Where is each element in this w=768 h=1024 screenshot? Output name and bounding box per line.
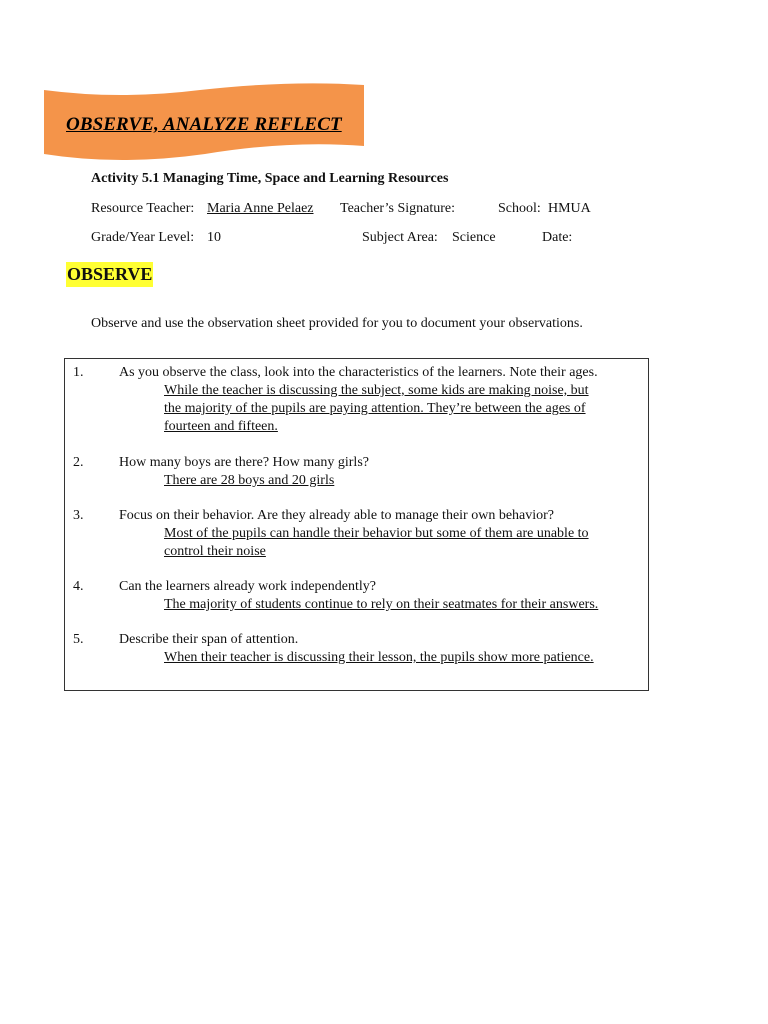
question-number: 3. <box>73 508 84 523</box>
answer-line: fourteen and fifteen. <box>164 419 278 434</box>
question-text: Can the learners already work independently? <box>119 579 376 594</box>
answer-line: There are 28 boys and 20 girls <box>164 473 335 488</box>
question-text: As you observe the class, look into the characteristics of the learners. Note their ages. <box>119 365 598 380</box>
answer-line: When their teacher is discussing their lesson, the pupils show more patience. <box>164 650 594 665</box>
subject-area-label: Subject Area: <box>362 230 438 245</box>
answer-line: While the teacher is discussing the subject, some kids are making noise, but <box>164 383 589 398</box>
grade-level-label: Grade/Year Level: <box>91 230 195 245</box>
banner-title: OBSERVE, ANALYZE REFLECT <box>66 114 342 135</box>
answer-line: Most of the pupils can handle their behavior but some of them are unable to <box>164 526 589 541</box>
subject-area-value: Science <box>452 230 496 245</box>
resource-teacher-label: Resource Teacher: <box>91 201 195 216</box>
question-text: Describe their span of attention. <box>119 632 299 647</box>
activity-title: Activity 5.1 Managing Time, Space and Learning Resources <box>91 171 449 186</box>
teacher-signature-label: Teacher’s Signature: <box>340 201 455 216</box>
observe-heading: OBSERVE <box>66 262 153 287</box>
question-number: 5. <box>73 632 84 647</box>
resource-teacher-value: Maria Anne Pelaez <box>207 201 314 216</box>
question-text: Focus on their behavior. Are they already able to manage their own behavior? <box>119 508 555 523</box>
school-label: School: <box>498 201 541 216</box>
answer-line: The majority of students continue to rely on their seatmates for their answers. <box>164 597 599 612</box>
date-label: Date: <box>542 230 573 245</box>
question-text: How many boys are there? How many girls? <box>119 455 369 470</box>
question-number: 2. <box>73 455 84 470</box>
answer-line: control their noise <box>164 544 266 559</box>
answer-line: the majority of the pupils are paying attention. They’re between the ages of <box>164 401 586 416</box>
intro-text: Observe and use the observation sheet provided for you to document your observations. <box>91 316 583 331</box>
header-banner <box>0 76 380 168</box>
grade-level-value: 10 <box>207 230 221 245</box>
school-value: HMUA <box>548 201 591 216</box>
observation-sheet <box>64 358 649 691</box>
question-number: 4. <box>73 579 84 594</box>
question-number: 1. <box>73 365 84 380</box>
